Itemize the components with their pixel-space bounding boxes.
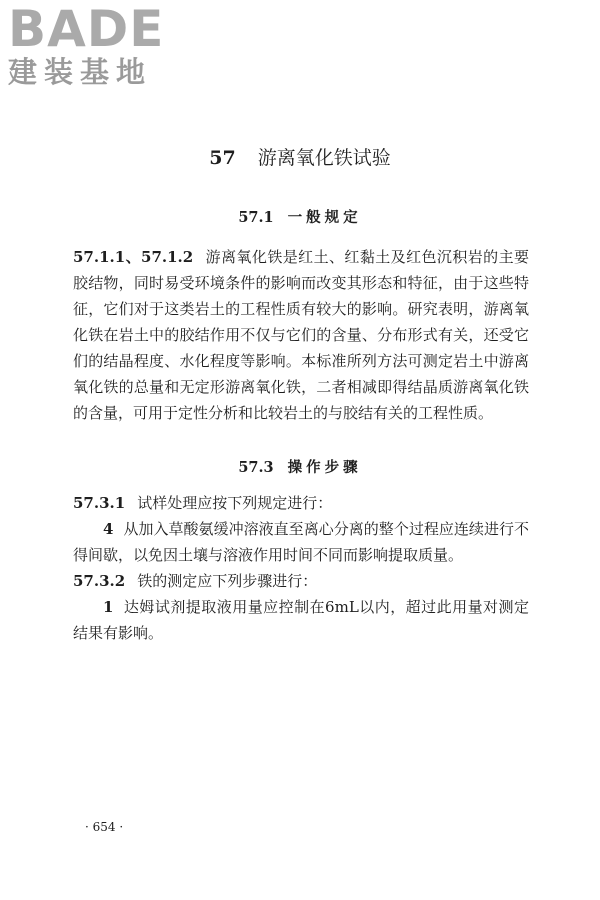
clause-text: 试样处理应按下列规定进行： <box>137 494 333 512</box>
clause-text: 铁的测定应下列步骤进行： <box>137 572 318 590</box>
item-number: 1 <box>103 598 114 616</box>
section-number: 57.1 <box>238 209 274 226</box>
page-number: · 654 · <box>85 820 124 834</box>
chapter-title <box>0 146 600 170</box>
item-text: 达姆试剂提取液用量应控制在6mL以内，超过此用量对测定结果有影响。 <box>73 598 529 642</box>
chapter-title-text: 游离氧化铁试验 <box>257 147 391 169</box>
section-title: 一般规定 <box>287 209 362 226</box>
clause-57-3-1 <box>73 490 529 516</box>
item-number: 4 <box>103 520 114 538</box>
clause-number: 57.3.1 <box>73 494 126 512</box>
section-heading-general <box>0 208 600 228</box>
section-heading-procedure <box>0 458 600 478</box>
section-title: 操作步骤 <box>287 459 362 476</box>
logo-latin-text: BADE <box>8 0 165 58</box>
clause-57-1-1 <box>73 244 529 426</box>
clause-number: 57.3.2 <box>73 572 126 590</box>
clause-text: 游离氧化铁是红土、红黏土及红色沉积岩的主要胶结物，同时易受环境条件的影响而改变其形态和特征，由于这些特征，它们对于这类岩土的工程性质有较大的影响。研究表明，游离氧化铁在岩土中的胶结作用不仅与它们的含量、分布形式有关，还受它们的结晶程度、水化程度等影响。本标准所列方法可测定岩土中游离氧化铁的总量和无定形游离氧化铁，二者相减即得结晶质游离氧化铁的含量，可用于定性分析和比较岩土的与胶结有关的工程性质。 <box>73 248 529 422</box>
logo-chinese-text: 建装基地 <box>8 55 153 89</box>
clause-57-3-2 <box>73 568 529 594</box>
clause-number: 57.1.1、57.1.2 <box>73 248 194 266</box>
item-text: 从加入草酸氨缓冲溶液直至离心分离的整个过程应连续进行不得间歇，以免因土壤与溶液作用时间不同而影响提取质量。 <box>73 520 529 564</box>
section-number: 57.3 <box>238 459 274 476</box>
clause-item <box>73 516 529 568</box>
chapter-number: 57 <box>209 147 236 169</box>
clause-item <box>73 594 529 646</box>
bade-logo <box>8 0 178 89</box>
